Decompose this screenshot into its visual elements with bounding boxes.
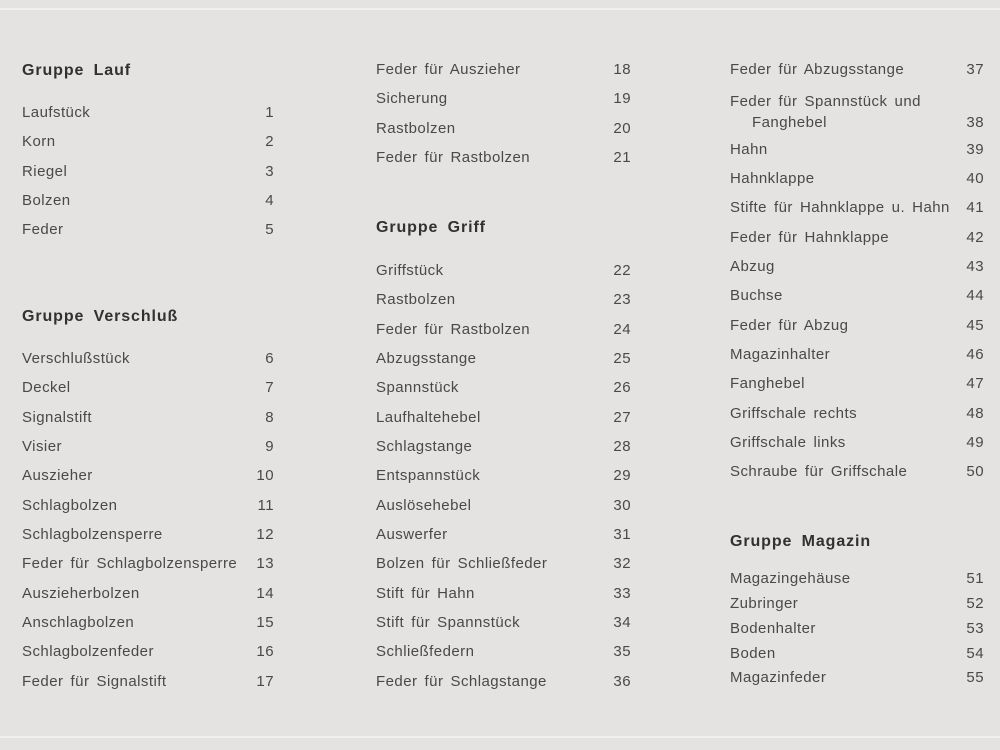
section-heading-verschluss: Gruppe Verschluß [22, 308, 179, 325]
part-row [376, 520, 631, 549]
part-row [376, 114, 631, 143]
part-number: 29 [613, 467, 631, 485]
part-name: Entspannstück [376, 467, 481, 485]
section-verschluss-continued-items [376, 55, 631, 172]
part-row [730, 369, 984, 398]
part-row [22, 549, 274, 578]
part-row [22, 344, 274, 373]
part-name: Visier [22, 437, 62, 455]
part-number: 26 [613, 379, 631, 397]
part-name: Griffschale rechts [730, 404, 858, 422]
part-number: 18 [613, 61, 631, 78]
part-name: Feder [22, 221, 64, 239]
section-heading-magazin: Gruppe Magazin [730, 533, 872, 550]
part-row [376, 344, 631, 373]
part-number: 20 [613, 119, 631, 137]
part-row [730, 666, 984, 691]
part-name: Auswerfer [376, 525, 448, 543]
part-row [22, 186, 274, 215]
part-row [730, 592, 984, 617]
part-name: Fanghebel [730, 375, 805, 393]
part-name: Schlagbolzenfeder [22, 643, 154, 661]
part-number: 14 [256, 584, 274, 602]
section-lauf-items [22, 98, 274, 245]
part-name: Feder für Schlagstange [376, 672, 547, 690]
part-row [376, 315, 631, 344]
part-row [730, 567, 984, 592]
part-row [730, 164, 984, 193]
part-number: 8 [265, 408, 274, 426]
part-name: Griffstück [376, 262, 444, 279]
part-number: 46 [966, 346, 984, 364]
part-number: 24 [613, 320, 631, 338]
part-row [22, 215, 274, 244]
part-row [730, 457, 984, 486]
part-number: 52 [966, 594, 984, 612]
section-griff-continued-items [730, 55, 984, 487]
part-name: Boden [730, 644, 776, 662]
part-name: Feder für Rastbolzen [376, 148, 531, 166]
part-number: 17 [256, 672, 274, 690]
part-name: Auslösehebel [376, 496, 472, 514]
part-row [730, 193, 984, 222]
part-number: 51 [966, 570, 984, 587]
part-name: Rastbolzen [376, 291, 456, 309]
part-name: Deckel [22, 379, 71, 397]
part-number: 27 [613, 408, 631, 426]
part-row [22, 667, 274, 696]
part-row [22, 432, 274, 461]
section-verschluss-items [22, 344, 274, 696]
part-number: 16 [256, 643, 274, 661]
part-number: 36 [613, 672, 631, 690]
part-number: 50 [966, 463, 984, 481]
part-name: Spannstück [376, 379, 459, 397]
part-name: Verschlußstück [22, 350, 131, 367]
part-name: Signalstift [22, 408, 92, 426]
part-row [730, 84, 984, 134]
part-name: Stift für Hahn [376, 584, 475, 602]
part-row [22, 403, 274, 432]
part-row [376, 373, 631, 402]
part-name: Magazingehäuse [730, 570, 851, 587]
part-number: 5 [265, 221, 274, 239]
part-number: 34 [613, 613, 631, 631]
part-name: Bolzen für Schließfeder [376, 555, 548, 573]
part-number: 30 [613, 496, 631, 514]
part-number: 9 [265, 437, 274, 455]
part-name: Buchse [730, 287, 783, 305]
part-number: 43 [966, 258, 984, 276]
part-number: 35 [613, 643, 631, 661]
part-row [22, 520, 274, 549]
part-row [376, 432, 631, 461]
part-row [730, 617, 984, 642]
part-number: 55 [966, 669, 984, 687]
part-number: 15 [256, 613, 274, 631]
part-name: Bolzen [22, 191, 71, 209]
part-name-line2: Fanghebel [752, 114, 827, 132]
part-number: 49 [966, 434, 984, 451]
part-name: Feder für Auszieher [376, 61, 521, 78]
part-name: Schraube für Griffschale [730, 463, 908, 481]
part-row [376, 285, 631, 314]
part-number: 48 [966, 404, 984, 422]
part-row [376, 608, 631, 637]
part-number: 19 [613, 90, 631, 108]
part-name: Hahnklappe [730, 170, 815, 188]
part-name: Stift für Spannstück [376, 613, 521, 631]
part-name: Feder für Rastbolzen [376, 320, 531, 338]
part-number: 28 [613, 437, 631, 455]
part-number: 38 [966, 113, 984, 131]
column-1 [22, 0, 274, 750]
part-name: Korn [22, 133, 56, 151]
part-row [376, 549, 631, 578]
part-row [376, 667, 631, 696]
part-name: Riegel [22, 162, 68, 180]
part-number: 53 [966, 619, 984, 637]
part-name: Hahn [730, 140, 768, 158]
part-name: Abzug [730, 258, 775, 276]
part-row [376, 491, 631, 520]
part-name: Schlagbolzensperre [22, 525, 163, 543]
part-name: Magazinhalter [730, 346, 831, 364]
part-number: 37 [966, 61, 984, 78]
part-number: 2 [265, 133, 274, 151]
part-number: 1 [265, 104, 274, 121]
part-number: 22 [613, 262, 631, 279]
part-number: 33 [613, 584, 631, 602]
part-row [22, 461, 274, 490]
part-number: 21 [613, 148, 631, 166]
part-name: Griffschale links [730, 434, 846, 451]
part-row [376, 637, 631, 666]
part-number: 39 [966, 140, 984, 158]
part-row [22, 373, 274, 402]
column-2 [376, 0, 631, 750]
part-name: Magazinfeder [730, 669, 827, 687]
part-name: Laufhaltehebel [376, 408, 481, 426]
part-number: 40 [966, 170, 984, 188]
part-name: Bodenhalter [730, 619, 816, 637]
part-number: 47 [966, 375, 984, 393]
part-number: 32 [613, 555, 631, 573]
column-3 [730, 0, 984, 750]
part-name: Sicherung [376, 90, 448, 108]
part-name: Zubringer [730, 594, 799, 612]
part-name: Laufstück [22, 104, 91, 121]
part-name: Anschlagbolzen [22, 613, 135, 631]
part-name: Auszieher [22, 467, 93, 485]
part-name: Feder für Abzug [730, 316, 849, 334]
part-number: 54 [966, 644, 984, 662]
part-row [22, 579, 274, 608]
part-name: Schlagbolzen [22, 496, 118, 514]
part-number: 44 [966, 287, 984, 305]
part-name: Feder für Abzugsstange [730, 61, 905, 78]
part-name: Rastbolzen [376, 119, 456, 137]
part-number: 45 [966, 316, 984, 334]
part-row [730, 642, 984, 667]
section-heading-griff: Gruppe Griff [376, 219, 486, 236]
part-name-line1: Feder für Spannstück und [730, 93, 921, 111]
part-row [376, 84, 631, 113]
part-row [730, 428, 984, 457]
part-row [22, 98, 274, 127]
part-number: 7 [265, 379, 274, 397]
part-row [376, 143, 631, 172]
part-number: 13 [256, 555, 274, 573]
part-row [22, 637, 274, 666]
part-number: 23 [613, 291, 631, 309]
part-row [730, 311, 984, 340]
part-name: Feder für Signalstift [22, 672, 167, 690]
part-row [376, 256, 631, 285]
part-row [730, 281, 984, 310]
part-row [376, 55, 631, 84]
part-number: 12 [256, 525, 274, 543]
section-magazin-items [730, 567, 984, 691]
part-number: 10 [256, 467, 274, 485]
part-number: 42 [966, 228, 984, 246]
part-number: 3 [265, 162, 274, 180]
part-name: Feder für Hahnklappe [730, 228, 890, 246]
part-name: Feder für Schlagbolzensperre [22, 555, 238, 573]
part-name: Schlagstange [376, 437, 473, 455]
section-heading-lauf: Gruppe Lauf [22, 62, 132, 79]
part-row [730, 252, 984, 281]
part-row [22, 127, 274, 156]
part-name: Abzugsstange [376, 349, 477, 367]
part-row [376, 579, 631, 608]
part-number: 31 [613, 525, 631, 543]
part-number: 4 [265, 191, 274, 209]
part-row [730, 223, 984, 252]
part-row [22, 491, 274, 520]
part-row [376, 461, 631, 490]
part-row [730, 399, 984, 428]
part-name: Stifte für Hahnklappe u. Hahn [730, 199, 950, 217]
part-row [730, 340, 984, 369]
part-number: 41 [966, 199, 984, 217]
part-number: 11 [257, 496, 274, 514]
part-row [376, 403, 631, 432]
part-row [22, 157, 274, 186]
part-name: Schließfedern [376, 643, 475, 661]
section-griff-items [376, 256, 631, 696]
part-number: 25 [613, 349, 631, 367]
part-row [730, 135, 984, 164]
part-name [730, 91, 921, 134]
part-row [22, 608, 274, 637]
part-name: Auszieherbolzen [22, 584, 140, 602]
part-row [730, 55, 984, 84]
part-number: 6 [265, 350, 274, 367]
